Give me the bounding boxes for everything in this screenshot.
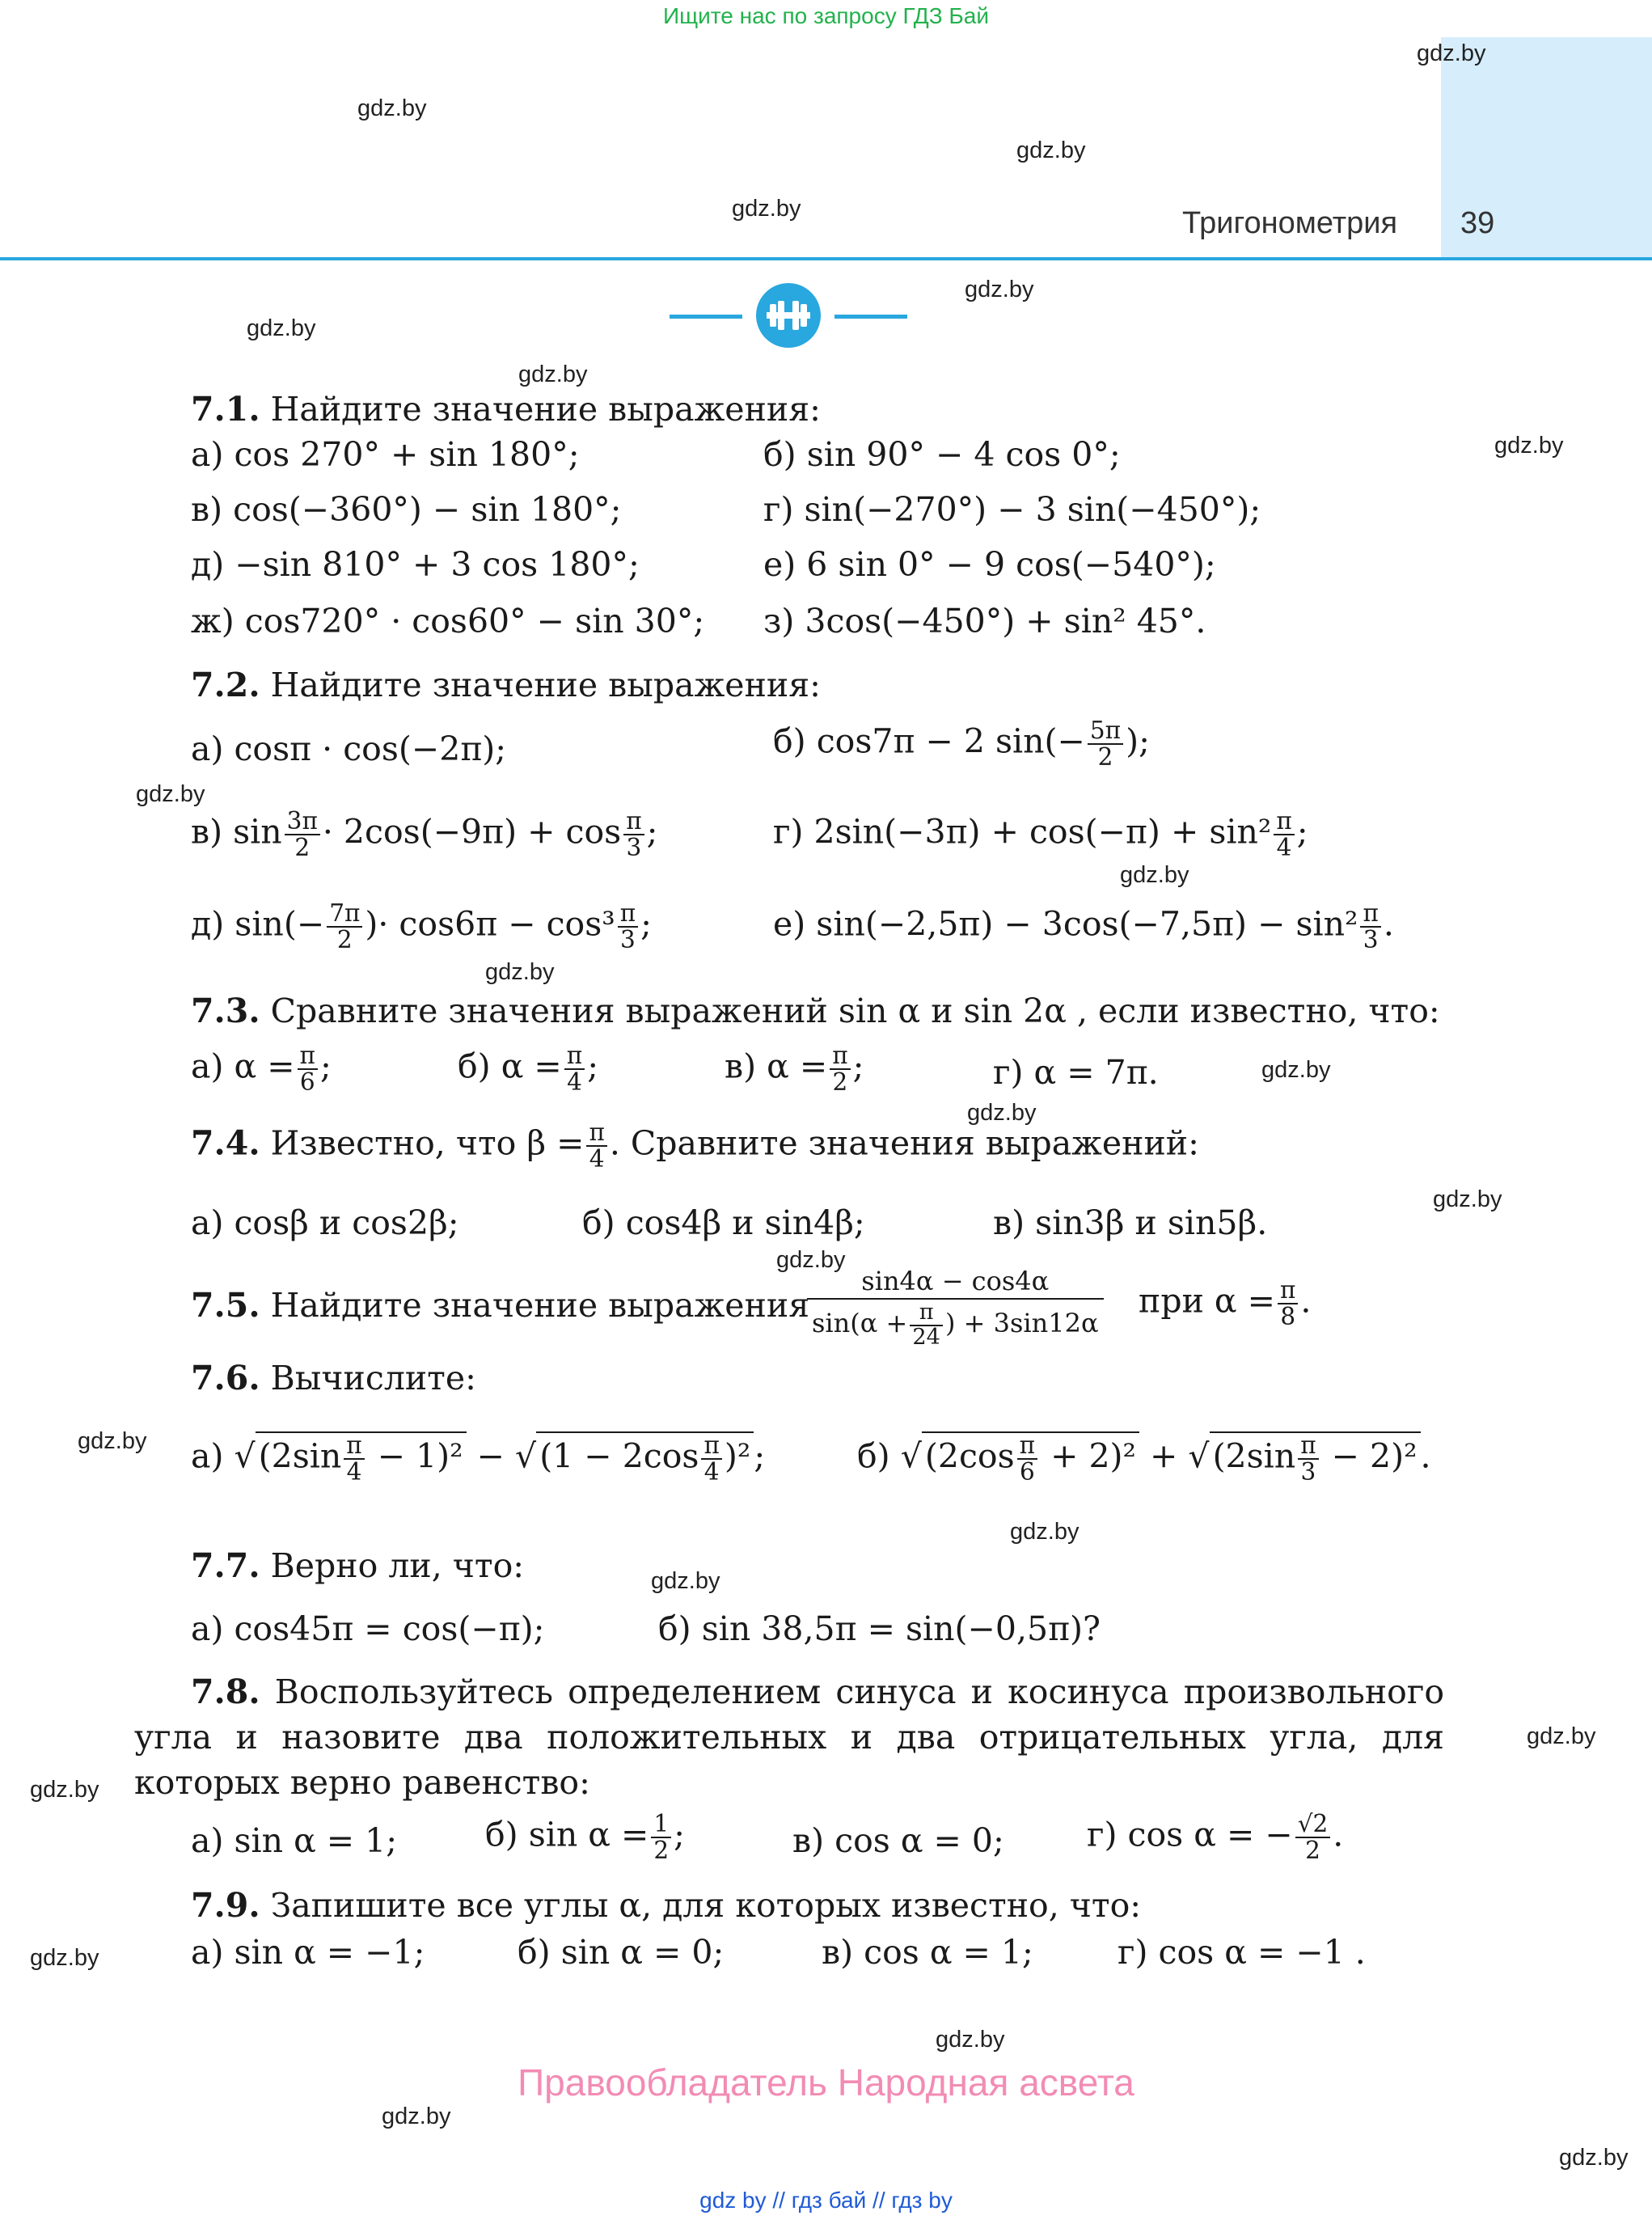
exercise-number: 7.2. [191, 666, 260, 704]
numerator: π [344, 1433, 364, 1460]
expr-text: − 2)² [1320, 1436, 1418, 1476]
expr-text: (2sin [1212, 1436, 1296, 1476]
denominator: 3 [620, 925, 636, 953]
numerator: 5π [1088, 718, 1123, 745]
exercise-7-4-b: б) cos4β и sin4β; [582, 1203, 865, 1242]
watermark: gdz.by [776, 1247, 846, 1273]
watermark: gdz.by [967, 1100, 1037, 1126]
exercise-7-2-b [773, 718, 1150, 770]
expr-text: sin(α + [812, 1308, 908, 1339]
exercise-7-3-a [191, 1043, 332, 1095]
exercise-7-6-a: а) √(2sin $\frac{\pi}{4}$ − 1)² − √(1 − 2cos $\frac{\pi}{4}$ )²; [191, 1431, 766, 1486]
watermark: gdz.by [965, 277, 1034, 302]
exercise-7-1-d: д) −sin 810° + 3 cos 180°; [191, 545, 640, 584]
exercise-prompt: Известно, что β = [270, 1123, 585, 1163]
expr-text: − 1)² [366, 1436, 463, 1476]
denominator: 2 [832, 1068, 848, 1096]
watermark: gdz.by [136, 781, 205, 807]
watermark: gdz.by [1527, 1723, 1596, 1749]
exercise-7-1-b: б) sin 90° − 4 cos 0°; [763, 435, 1121, 474]
fraction [618, 901, 638, 953]
numerator: √2 [1295, 1812, 1331, 1838]
numerator: π [1274, 809, 1294, 835]
expr-text: б) sin α = [485, 1815, 649, 1854]
exercise-7-3-b [458, 1043, 598, 1095]
exercise-7-5-fraction [807, 1264, 1104, 1351]
denominator [807, 1300, 1104, 1351]
fraction [910, 1301, 943, 1349]
exercise-7-2-e [773, 901, 1394, 953]
watermark: gdz.by [936, 2027, 1005, 2053]
radical [256, 1431, 467, 1485]
exercise-7-5-heading [191, 1286, 809, 1325]
exercise-7-2-v [191, 809, 657, 860]
fraction [564, 1043, 585, 1095]
fraction [1274, 809, 1294, 860]
watermark: gdz.by [78, 1428, 147, 1454]
fraction [327, 901, 362, 953]
exercise-7-9-heading [191, 1886, 1141, 1925]
fraction [1360, 901, 1380, 953]
numerator: 1 [651, 1812, 671, 1838]
copyright-notice: Правообладатель Народная асвета [518, 2061, 1134, 2103]
expr-text: ); [1126, 721, 1150, 761]
operator: − [476, 1436, 505, 1476]
denominator: 4 [703, 1457, 720, 1486]
expr-text: б) α = [458, 1046, 562, 1086]
fraction [1278, 1278, 1298, 1330]
exercise-number: 7.6. [191, 1359, 260, 1397]
watermark: gdz.by [1559, 2145, 1629, 2171]
exercise-7-1-e: е) 6 sin 0° − 9 cos(−540°); [763, 545, 1216, 584]
exercise-number: 7.1. [191, 390, 260, 429]
expr-text: ; [640, 904, 652, 944]
item-label: а) [191, 1436, 224, 1476]
numerator: π [298, 1043, 318, 1070]
exercise-7-1-a: а) cos 270° + sin 180°; [191, 435, 580, 474]
exercise-number: 7.7. [191, 1546, 260, 1585]
operator: + [1150, 1436, 1178, 1476]
exercise-number: 7.3. [191, 991, 260, 1030]
numerator: π [1360, 901, 1380, 928]
numerator: π [910, 1301, 943, 1326]
numerator: π [701, 1433, 721, 1460]
fraction [298, 1043, 318, 1095]
expr-text: ; [852, 1046, 864, 1086]
expr-text: при α = [1139, 1281, 1276, 1321]
exercise-7-1-g: г) sin(−270°) − 3 sin(−450°); [763, 490, 1261, 529]
expr-text: · 2cos(−9π) + cos [322, 812, 622, 852]
numerator: π [564, 1043, 585, 1070]
denominator: 3 [626, 833, 642, 861]
exercise-7-9-a: а) sin α = −1; [191, 1933, 425, 1972]
fraction [1298, 1433, 1318, 1485]
exercise-number: 7.4. [191, 1123, 260, 1163]
footer-links[interactable]: gdz by // гдз бай // гдз by [699, 2188, 953, 2213]
exercise-7-9-g: г) cos α = −1 . [1118, 1933, 1366, 1972]
expr-text: ; [1296, 812, 1308, 852]
denominator: 4 [589, 1144, 605, 1173]
numerator: π [1017, 1433, 1037, 1460]
exercise-prompt: Запишите все углы α, для которых известно, что: [270, 1886, 1142, 1925]
exercise-7-8-g [1087, 1812, 1343, 1863]
exercise-number: 7.9. [191, 1886, 260, 1925]
fraction [651, 1812, 671, 1863]
fraction [344, 1433, 364, 1485]
exercise-7-9-b: б) sin α = 0; [518, 1933, 725, 1972]
exercise-7-9-v: в) cos α = 1; [822, 1933, 1033, 1972]
expr-text: ; [646, 812, 658, 852]
exercise-prompt: Вычислите: [270, 1359, 476, 1397]
denominator: 24 [912, 1324, 940, 1350]
watermark: gdz.by [1261, 1057, 1331, 1083]
denominator: 6 [299, 1068, 315, 1096]
exercise-7-2-heading [191, 666, 821, 704]
denominator: 8 [1280, 1302, 1296, 1330]
expr-text: . [1333, 1815, 1344, 1854]
expr-text: г) 2sin(−3π) + cos(−π) + sin² [773, 812, 1272, 852]
numerator: sin4α − cos4α [807, 1264, 1104, 1300]
watermark: gdz.by [1016, 137, 1086, 163]
radical [922, 1431, 1139, 1485]
exercise-7-7-a: а) cos45π = cos(−π); [191, 1609, 545, 1648]
exercise-7-8-b [485, 1812, 685, 1863]
exercise-7-1-heading [191, 390, 821, 429]
radical [536, 1431, 754, 1485]
watermark: gdz.by [485, 959, 555, 985]
radical [1210, 1431, 1421, 1485]
expr-text: . [1420, 1436, 1431, 1476]
watermark: gdz.by [247, 315, 316, 341]
exercise-7-7-heading [191, 1546, 524, 1585]
denominator: 2 [1305, 1836, 1320, 1864]
exercise-number: 7.5. [191, 1286, 260, 1325]
expr-text: ) + 3sin12α [944, 1308, 1099, 1339]
exercise-prompt: . Сравните значения выражений: [609, 1123, 1199, 1163]
expr-text: а) α = [191, 1046, 295, 1086]
exercise-7-2-d [191, 901, 652, 953]
watermark: gdz.by [1010, 1519, 1080, 1545]
expr-text: ; [319, 1046, 332, 1086]
exercise-prompt: Верно ли, что: [270, 1546, 525, 1585]
denominator: 4 [346, 1457, 362, 1486]
expr-text: )· cos6π − cos³ [365, 904, 615, 944]
watermark: gdz.by [30, 1945, 99, 1971]
watermark: gdz.by [30, 1777, 99, 1803]
exercise-7-1-zh: ж) cos720° · cos60° − sin 30°; [191, 602, 705, 641]
exercise-7-8-a: а) sin α = 1; [191, 1821, 398, 1860]
expr-text: б) cos7π − 2 sin(− [773, 721, 1085, 761]
exercise-7-3-heading [191, 991, 1440, 1030]
item-label: б) [857, 1436, 890, 1476]
exercise-prompt: Воспользуйтесь определением синуса и косинуса произвольного угла и назовите два положительных и два отрицательных угла, для которых верно равенство: [134, 1672, 1444, 1802]
expr-text: )² [724, 1436, 751, 1476]
exercise-prompt: Найдите значение выражения [270, 1286, 810, 1325]
expr-text: е) sin(−2,5π) − 3cos(−7,5π) − sin² [773, 904, 1358, 944]
divider-line-right [834, 315, 907, 319]
exercise-7-6-b: б) √(2cos $\frac{\pi}{6}$ + 2)² + √(2sin $\frac{\pi}{3}$ − 2)². [857, 1431, 1431, 1486]
divider-line-left [670, 315, 742, 319]
watermark: gdz.by [382, 2103, 451, 2129]
fraction [623, 809, 644, 860]
denominator: 2 [653, 1836, 670, 1864]
exercise-7-3-v [725, 1043, 864, 1095]
numerator: 7π [327, 901, 362, 928]
exercise-7-2-a: а) cosπ · cos(−2π); [191, 729, 507, 768]
denominator: 4 [567, 1068, 582, 1096]
header-divider [0, 257, 1652, 260]
denominator: 4 [1276, 833, 1292, 861]
exercise-7-8-v: в) cos α = 0; [792, 1821, 1004, 1860]
numerator: 3π [285, 809, 320, 835]
page-number: 39 [1460, 206, 1495, 240]
numerator: π [1278, 1278, 1298, 1304]
denominator: 3 [1300, 1457, 1316, 1486]
exercise-7-1-z: з) 3cos(−450°) + sin² 45°. [763, 602, 1206, 641]
exercise-number: 7.8. [191, 1672, 260, 1711]
watermark: gdz.by [1433, 1186, 1502, 1212]
denominator: 2 [1097, 742, 1113, 771]
exercise-prompt: Найдите значение выражения: [270, 666, 821, 704]
expr-text: . [1300, 1281, 1312, 1321]
top-banner[interactable]: Ищите нас по запросу ГДЗ Бай [662, 3, 990, 28]
exercise-7-8-text [134, 1669, 1444, 1805]
expr-text: + 2)² [1040, 1436, 1136, 1476]
exercise-7-4-a: а) cosβ и cos2β; [191, 1203, 459, 1242]
denominator: 2 [336, 925, 353, 953]
expr-text: (2sin [258, 1436, 342, 1476]
watermark: gdz.by [1494, 433, 1564, 459]
expr-text: (2cos [924, 1436, 1015, 1476]
expr-text: ; [587, 1046, 599, 1086]
exercise-7-6-heading [191, 1359, 476, 1397]
expr-text: в) sin [191, 812, 282, 852]
fraction [285, 809, 320, 860]
denominator: 2 [294, 833, 311, 861]
exercise-7-2-g [773, 809, 1308, 860]
watermark: gdz.by [651, 1568, 720, 1594]
exercise-7-4-v: в) sin3β и sin5β. [993, 1203, 1268, 1242]
exercise-7-5-condition [1139, 1278, 1311, 1330]
exercise-prompt: Сравните значения выражений sin α и sin 2α , если известно, что: [270, 991, 1440, 1030]
numerator: π [1298, 1433, 1318, 1460]
numerator: π [586, 1120, 606, 1147]
exercise-7-3-g: г) α = 7π. [993, 1053, 1159, 1092]
fraction [1088, 718, 1123, 770]
fraction [1017, 1433, 1037, 1485]
numerator: π [618, 901, 638, 928]
exercise-7-1-v: в) cos(−360°) − sin 180°; [191, 490, 622, 529]
watermark: gdz.by [732, 196, 801, 222]
fraction [1295, 1812, 1331, 1863]
exercise-7-4-heading [191, 1120, 1199, 1172]
watermark: gdz.by [1120, 862, 1189, 888]
expr-text: в) α = [725, 1046, 828, 1086]
fraction [701, 1433, 721, 1485]
expr-text: г) cos α = − [1087, 1815, 1293, 1854]
exercise-prompt: Найдите значение выражения: [270, 390, 821, 429]
exercise-7-7-b: б) sin 38,5π = sin(−0,5π)? [658, 1609, 1101, 1648]
watermark: gdz.by [518, 362, 588, 387]
numerator: π [623, 809, 644, 835]
section-title: Тригонометрия [1182, 206, 1398, 240]
expr-text: (1 − 2cos [539, 1436, 699, 1476]
watermark: gdz.by [357, 95, 427, 121]
expr-text: . [1383, 904, 1394, 944]
denominator: 3 [1363, 925, 1379, 953]
expr-text: д) sin(− [191, 904, 325, 944]
numerator: π [830, 1043, 850, 1070]
dumbbell-icon [756, 283, 821, 348]
fraction [586, 1120, 606, 1172]
denominator: 6 [1019, 1457, 1035, 1486]
watermark: gdz.by [1417, 40, 1486, 66]
expr-text: ; [674, 1815, 685, 1854]
expr-text: ; [754, 1436, 766, 1476]
fraction [830, 1043, 850, 1095]
